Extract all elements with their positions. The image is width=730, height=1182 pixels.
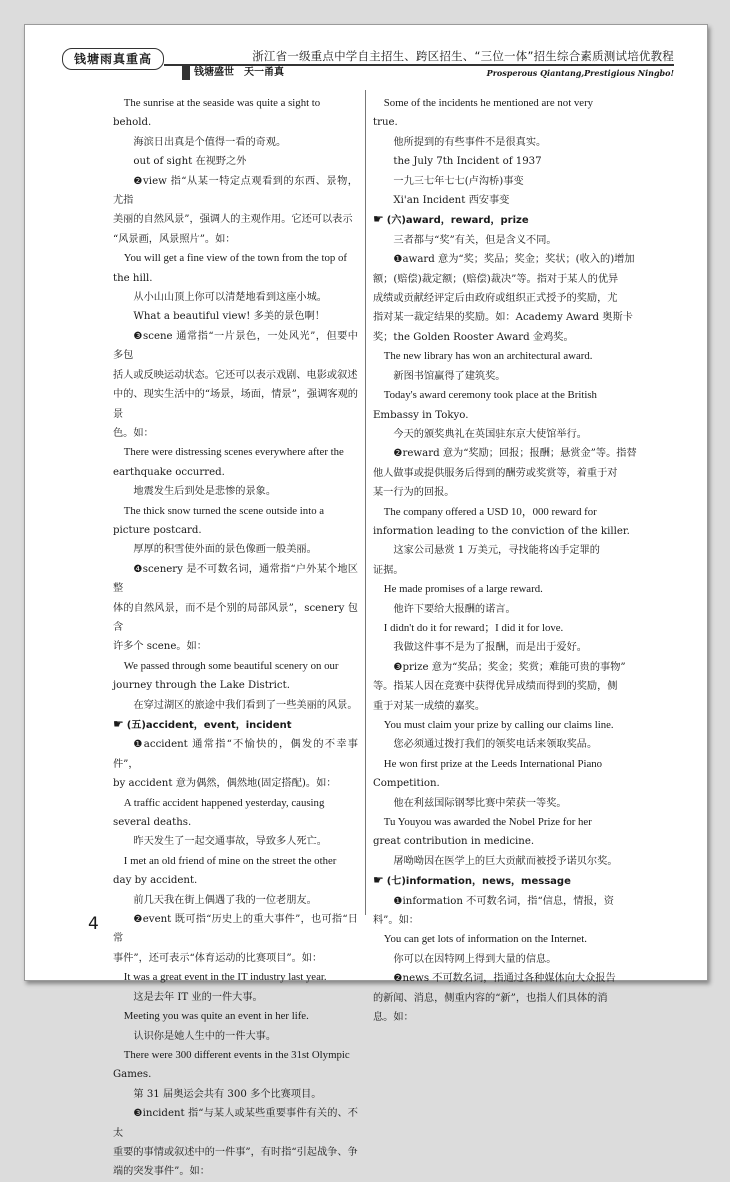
text-line: journey through the Lake District. [113, 680, 290, 692]
english-example-line: You will get a fine view of the town from the top of [123, 252, 347, 265]
english-example-line: The company offered a USD 10，000 reward for [383, 505, 597, 518]
section-heading [113, 715, 358, 735]
english-example-line: Some of the incidents he mentioned are not very [383, 97, 594, 109]
text-line: 美丽的自然风景”，强调人的主观作用。它还可以表示 [113, 214, 353, 226]
text-line: the hill. [113, 272, 153, 284]
english-example-line: We passed through some beautiful scenery on our [123, 659, 339, 672]
text-line: 事件”，还可表示“体育运动的比赛项目”。如： [113, 952, 323, 964]
text-line: 您必须通过拨打我们的领奖电话来领取奖品。 [393, 739, 598, 751]
english-example-line: There were 300 different events in the 31st Olympic [123, 1048, 350, 1061]
text-line: 地震发生后到处是悲惨的景象。 [133, 486, 277, 498]
text-line: 他所提到的有些事件不是很真实。 [393, 136, 547, 148]
text-line: 从小山山顶上你可以清楚地看到这座小城。 [133, 292, 327, 304]
page-header [62, 40, 674, 80]
text-line: 新图书馆赢得了建筑奖。 [393, 370, 506, 382]
text-line: 这是去年 IT 业的一件大事。 [133, 991, 263, 1003]
right-column [373, 94, 637, 1028]
text-line: 的新闻、消息，侧重内容的“新”，也指人们具体的消 [373, 992, 608, 1004]
text-line: ❸prize 意为“奖品；奖金；奖赏；难能可贵的事物” [393, 661, 626, 673]
text-line: What a beautiful view! 多美的景色啊！ [133, 311, 325, 323]
text-line: ❸scene 通常指“一片景色，一处风光”，但要中多包 [113, 330, 358, 362]
text-line: 你可以在因特网上得到大量的信息。 [393, 953, 557, 965]
english-example-line: He won first prize at the Leeds International Piano [383, 757, 603, 770]
text-line: 三者都与“奖”有关，但是含义不同。 [393, 234, 557, 246]
english-example-line: You can get lots of information on the Internet. [383, 933, 587, 946]
section-heading-text: (六)award，reward，prize [386, 215, 529, 227]
series-slogan: 钱塘盛世 天一甬真 [182, 66, 284, 80]
text-line: 额；(赔偿)裁定额；(赔偿)裁决”等。指对于某人的优异 [373, 273, 619, 285]
book-subtitle: Prosperous Qiantang,Prestigious Ningbo! [486, 68, 674, 78]
book-title: 浙江省一级重点中学自主招生、跨区招生、“三位一体”招生综合素质测试培优教程 [252, 49, 674, 63]
text-line: ❶award 意为“奖；奖品；奖金；奖状；(收入的)增加 [393, 254, 635, 266]
english-example-line: There were distressing scenes everywhere after the [123, 446, 344, 459]
section-heading [373, 210, 637, 230]
text-line: true. [373, 117, 398, 129]
pointing-hand-icon: ☛ [113, 717, 124, 731]
english-example-line: I met an old friend of mine on the street the other [123, 854, 337, 867]
text-line: ❹scenery 是不可数名词，通常指“户外某个地区整 [113, 563, 358, 595]
text-line: 重于对某一成绩的嘉奖。 [373, 700, 486, 712]
text-line: “风景画，风景照片”。如： [113, 233, 236, 245]
text-line: Xi'an Incident 西安事变 [393, 195, 510, 207]
text-line: 重要的事情或叙述中的一件事”，有时指“引起战争、争 [113, 1146, 358, 1158]
text-line: by accident 意为偶然，偶然地(固定搭配)。如： [113, 778, 337, 790]
text-line: Competition. [373, 778, 440, 790]
text-line: the July 7th Incident of 1937 [393, 156, 542, 168]
english-example-line: You must claim your prize by calling our claims line. [383, 719, 614, 731]
text-line: information leading to the conviction of the killer. [373, 525, 630, 537]
english-example-line: It was a great event in the IT industry last year. [123, 971, 327, 984]
text-line: day by accident. [113, 875, 198, 887]
text-line: out of sight 在视野之外 [133, 156, 247, 168]
text-line: 今天的颁奖典礼在英国驻东京大使馆举行。 [393, 428, 587, 440]
text-line: 等。指某人因在竞赛中获得优异成绩而得到的奖励，侧 [373, 681, 618, 693]
text-line: 息。如： [373, 1012, 414, 1024]
text-line: 我做这件事不是为了报酬，而是出于爱好。 [393, 642, 587, 654]
english-example-line: I didn't do it for reward；I did it for love. [383, 621, 564, 634]
text-line: 许多个 scene。如： [113, 641, 207, 653]
text-line: ❷reward 意为“奖励；回报；报酬；悬赏金”等。指替 [393, 448, 637, 460]
pointing-hand-icon: ☛ [373, 212, 384, 227]
english-example-line: Tu Youyou was awarded the Nobel Prize for her [383, 816, 592, 829]
text-line: 第 31 届奥运会共有 300 多个比赛项目。 [133, 1088, 322, 1100]
english-example-line: The thick snow turned the scene outside into a [123, 504, 325, 517]
english-example-line: Meeting you was quite an event in her life. [123, 1010, 309, 1023]
text-line: 料”。如： [373, 915, 419, 927]
text-line: 中的、现实生活中的“场景，场面，情景”，强调客观的景 [113, 389, 358, 420]
section-heading [373, 871, 637, 891]
text-line: 成绩或贡献经评定后由政府或组织正式授予的奖励，尤 [373, 293, 618, 305]
text-line: ❸incident 指“与某人或某些重要事件有关的、不太 [113, 1108, 358, 1139]
english-example-line: A traffic accident happened yesterday, causing [123, 796, 325, 809]
text-line: ❶information 不可数名词，指“信息，情报，资 [393, 895, 614, 907]
text-line: 奖；the Golden Rooster Award 金鸡奖。 [373, 331, 574, 343]
text-line: 某一行为的回报。 [373, 487, 455, 499]
column-divider [365, 90, 366, 915]
left-column [113, 94, 358, 1182]
text-line: 海滨日出真是个值得一看的奇观。 [133, 136, 287, 148]
text-line: great contribution in medicine. [373, 836, 535, 848]
text-line: ❷event 既可指“历史上的重大事件”，也可指“日常 [113, 914, 358, 945]
text-line: 在穿过湖区的旅途中我们看到了一些美丽的风景。 [133, 699, 358, 711]
text-line: 他许下要给大报酬的诺言。 [393, 603, 516, 615]
text-line: ❷news 不可数名词，指通过各种媒体向大众报告 [393, 973, 616, 985]
text-line: 认识你是她人生中的一件大事。 [133, 1030, 277, 1042]
text-line: picture postcard. [113, 524, 202, 536]
section-heading-text: (七)information，news，message [386, 876, 571, 888]
text-line: 指对某一裁定结果的奖励。如：Academy Award 奥斯卡 [373, 312, 633, 324]
page-number: 4 [88, 914, 99, 934]
text-line: 前几天我在街上偶遇了我的一位老朋友。 [133, 894, 317, 906]
pointing-hand-icon: ☛ [373, 873, 384, 888]
english-example-line: Today's award ceremony took place at the British [383, 389, 597, 402]
section-heading-text: (五)accident，event，incident [126, 720, 292, 731]
text-line: earthquake occurred. [113, 466, 225, 478]
text-line: 括人或反映运动状态。它还可以表示戏剧、电影或叙述 [113, 369, 358, 381]
text-line: 色。如： [113, 427, 154, 439]
text-line: 一九三七年七七(卢沟桥)事变 [393, 175, 524, 187]
text-line: Games. [113, 1069, 152, 1081]
text-line: ❶accident 通常指“不愉快的，偶发的不幸事件”， [113, 739, 358, 770]
english-example-line: The sunrise at the seaside was quite a sight to [123, 97, 321, 109]
text-line: several deaths. [113, 817, 192, 829]
english-example-line: He made promises of a large reward. [383, 583, 543, 596]
text-line: 屠呦呦因在医学上的巨大贡献而被授予诺贝尔奖。 [393, 855, 618, 867]
english-example-line: The new library has won an architectural award. [383, 350, 593, 363]
text-line: 证据。 [373, 564, 404, 576]
text-line: behold. [113, 117, 152, 129]
text-line: 端的突发事件”。如： [113, 1166, 210, 1178]
text-line: Embassy in Tokyo. [373, 409, 469, 421]
text-line: 他人做事或提供服务后得到的酬劳或奖赏等，着重于对 [373, 467, 618, 479]
text-line: 厚厚的积雪使外面的景色像画一般美丽。 [133, 544, 317, 556]
text-line: 这家公司悬赏 1 万美元，寻找能将凶手定罪的 [393, 545, 600, 557]
text-line: ❷view 指“从某一特定点观看到的东西、景物，尤指 [113, 175, 358, 207]
text-line: 他在利兹国际钢琴比赛中荣获一等奖。 [393, 797, 567, 809]
series-badge: 钱塘雨真重高 [62, 48, 164, 70]
text-line: 昨天发生了一起交通事故，导致多人死亡。 [133, 836, 327, 848]
text-line: 体的自然风景，而不是个别的局部风景”，scenery 包含 [113, 602, 358, 633]
